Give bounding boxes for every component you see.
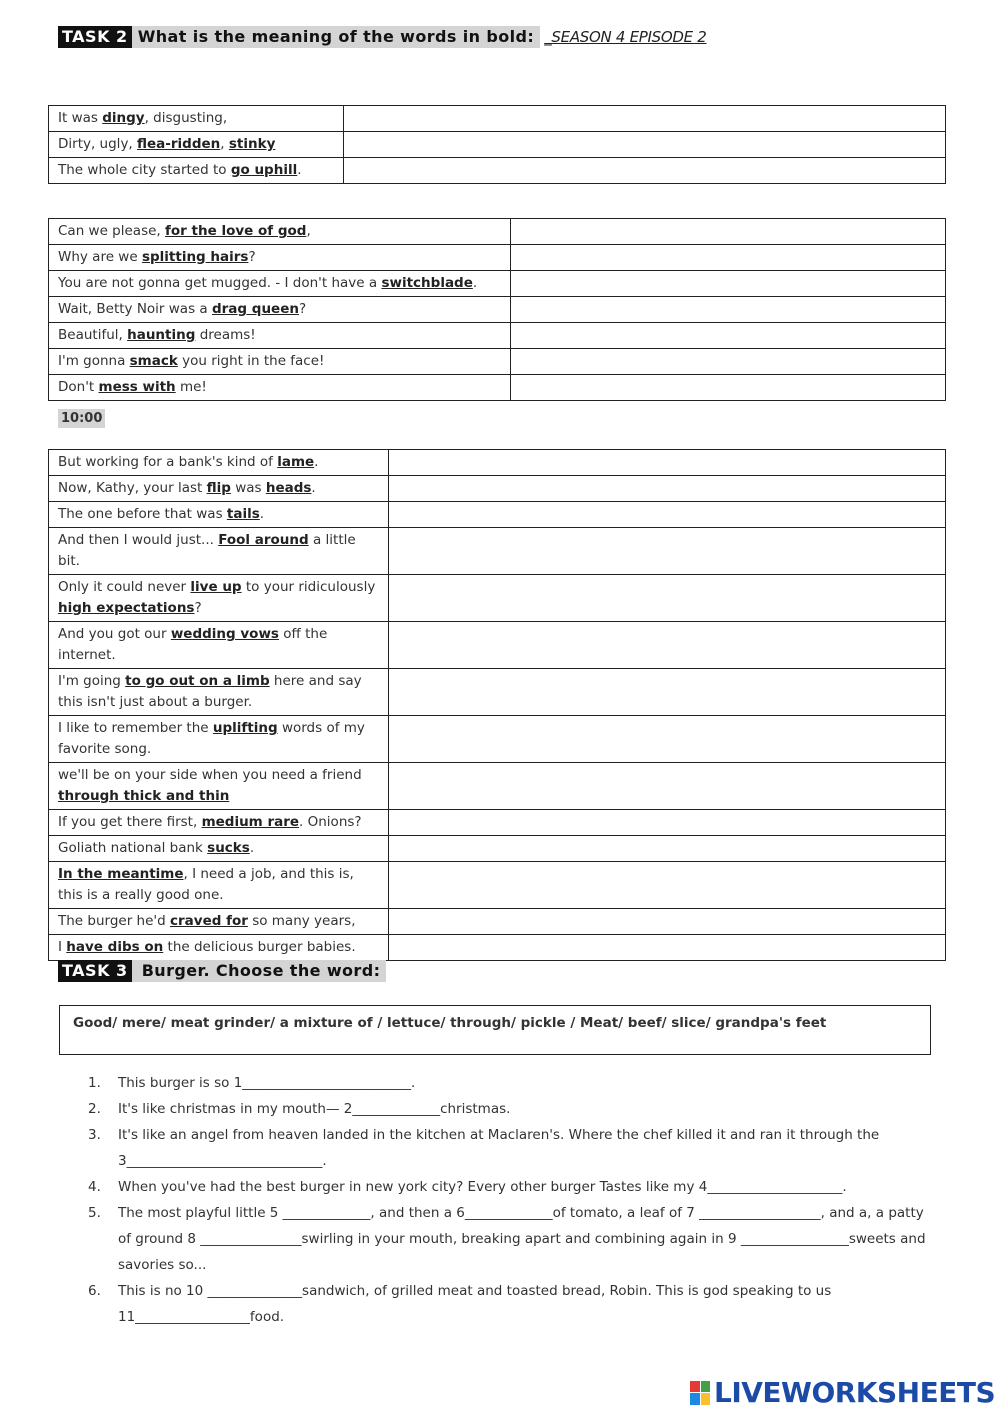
list-item xyxy=(88,1278,938,1330)
item-text: It's like christmas in my mouth— 2_____________christmas. xyxy=(118,1101,511,1117)
sentence-text: Can we please, xyxy=(58,223,166,239)
sentence-text: Wait, Betty Noir was a xyxy=(58,301,212,317)
item-text: This is no 10 ______________sandwich, of grilled meat and toasted bread, Robin. This is god speaking to us 11_________________food. xyxy=(118,1283,832,1325)
bold-phrase: In the meantime xyxy=(58,866,184,882)
list-item xyxy=(88,1174,938,1200)
sentence-cell xyxy=(49,810,389,836)
sentence-cell xyxy=(49,271,511,297)
answer-cell[interactable] xyxy=(388,528,945,575)
bold-phrase: tails xyxy=(226,506,260,522)
sentence-cell xyxy=(49,622,389,669)
sentence-cell xyxy=(49,158,344,184)
bold-phrase: mess with xyxy=(98,379,176,395)
sentence-text: ? xyxy=(248,249,256,265)
sentence-text: . Onions? xyxy=(299,814,362,830)
sentence-cell xyxy=(49,716,389,763)
table-row xyxy=(49,622,946,669)
answer-cell[interactable] xyxy=(388,810,945,836)
sentence-text: was xyxy=(230,480,266,496)
item-number: 4. xyxy=(88,1179,101,1195)
table-row xyxy=(49,323,946,349)
sentence-text: If you get there first, xyxy=(58,814,202,830)
bold-phrase: medium rare xyxy=(201,814,300,830)
bold-phrase: smack xyxy=(129,353,178,369)
liveworksheets-logo-icon xyxy=(690,1381,710,1405)
timestamp-label: 10:00 xyxy=(58,409,105,428)
sentence-text: the delicious burger babies. xyxy=(163,939,356,955)
bold-phrase: go uphill xyxy=(230,162,298,178)
bold-phrase: have dibs on xyxy=(66,939,164,955)
table-row xyxy=(49,909,946,935)
sentence-text: I xyxy=(58,939,67,955)
sentence-text: , xyxy=(306,223,311,239)
sentence-text: And you got our xyxy=(58,626,171,642)
bold-phrase: splitting hairs xyxy=(141,249,249,265)
table-row xyxy=(49,502,946,528)
sentence-cell xyxy=(49,836,389,862)
item-number: 6. xyxy=(88,1283,101,1299)
table-row xyxy=(49,245,946,271)
sentence-text: . xyxy=(311,480,316,496)
sentence-text: ? xyxy=(298,301,307,317)
sentence-text: . xyxy=(297,162,302,178)
bold-phrase: dingy xyxy=(102,110,145,126)
sentence-text: I'm going xyxy=(58,673,126,689)
sentence-text: words of my favorite song. xyxy=(58,720,365,757)
logo-square xyxy=(701,1393,711,1405)
sentence-text: , disgusting, xyxy=(144,110,228,126)
task2-label: TASK 2 xyxy=(58,26,132,48)
sentence-cell xyxy=(49,909,389,935)
table-row xyxy=(49,450,946,476)
sentence-text: . xyxy=(472,275,478,291)
sentence-cell xyxy=(49,575,389,622)
sentence-cell xyxy=(49,862,389,909)
sentence-text: here and say this isn't just about a burger. xyxy=(58,673,362,710)
sentence-cell xyxy=(49,106,344,132)
vocab-table-3 xyxy=(48,449,946,961)
table-row xyxy=(49,297,946,323)
sentence-text: a little bit. xyxy=(58,532,356,569)
sentence-text: And then I would just... xyxy=(58,532,219,548)
answer-cell[interactable] xyxy=(510,219,945,245)
sentence-cell xyxy=(49,476,389,502)
table-row xyxy=(49,271,946,297)
table-row xyxy=(49,575,946,622)
logo-square xyxy=(701,1381,711,1393)
answer-cell[interactable] xyxy=(343,158,945,184)
list-item xyxy=(88,1096,938,1122)
table-row xyxy=(49,669,946,716)
sentence-text: . xyxy=(249,840,255,856)
table-row xyxy=(49,476,946,502)
answer-cell[interactable] xyxy=(343,132,945,158)
sentence-text: you right in the face! xyxy=(177,353,325,369)
task3-header xyxy=(58,960,386,982)
sentence-text: so many years, xyxy=(247,913,356,929)
bold-phrase: stinky xyxy=(228,136,276,152)
answer-cell[interactable] xyxy=(510,245,945,271)
sentence-cell xyxy=(49,323,511,349)
item-number: 3. xyxy=(88,1127,101,1143)
answer-cell[interactable] xyxy=(388,909,945,935)
word-bank: Good/ mere/ meat grinder/ a mixture of / lettuce/ through/ pickle / Meat/ beef/ slice/ grandpa's feet xyxy=(59,1005,931,1055)
task2-header xyxy=(58,26,707,48)
sentence-text: Why are we xyxy=(58,249,142,265)
sentence-text: ? xyxy=(194,600,202,616)
sentence-text: , I need a job, and this is, this is a really good one. xyxy=(58,866,354,903)
sentence-text: Goliath national bank xyxy=(58,840,208,856)
sentence-text: I'm gonna xyxy=(58,353,130,369)
sentence-cell xyxy=(49,245,511,271)
table-row xyxy=(49,132,946,158)
task3-label: TASK 3 xyxy=(58,960,132,982)
liveworksheets-brand: LIVEWORKSHEETS xyxy=(714,1376,996,1409)
sentence-cell xyxy=(49,763,389,810)
sentence-text: me! xyxy=(175,379,207,395)
bold-phrase: lame xyxy=(277,454,315,470)
table-row xyxy=(49,219,946,245)
sentence-text: The whole city started to xyxy=(58,162,231,178)
table-row xyxy=(49,716,946,763)
item-text: When you've had the best burger in new york city? Every other burger Tastes like my 4____________________. xyxy=(118,1179,847,1195)
sentence-text: Only it could never xyxy=(58,579,191,595)
answer-cell[interactable] xyxy=(388,476,945,502)
sentence-text: we'll be on your side when you need a friend xyxy=(58,767,362,783)
table-row xyxy=(49,349,946,375)
bold-phrase: drag queen xyxy=(211,301,299,317)
list-item xyxy=(88,1122,938,1174)
answer-cell[interactable] xyxy=(388,669,945,716)
bold-phrase: heads xyxy=(265,480,312,496)
item-number: 5. xyxy=(88,1205,101,1221)
sentence-text: Beautiful, xyxy=(58,327,128,343)
answer-cell[interactable] xyxy=(510,349,945,375)
answer-cell[interactable] xyxy=(388,716,945,763)
answer-cell[interactable] xyxy=(388,862,945,909)
bold-phrase: high expectations xyxy=(58,600,195,616)
bold-phrase: sucks xyxy=(207,840,250,856)
table-row xyxy=(49,375,946,401)
sentence-cell xyxy=(49,669,389,716)
sentence-cell xyxy=(49,375,511,401)
answer-cell[interactable] xyxy=(388,836,945,862)
sentence-cell xyxy=(49,935,389,961)
bold-phrase: through thick and thin xyxy=(58,788,230,804)
bold-phrase: wedding vows xyxy=(170,626,279,642)
sentence-text: Now, Kathy, your last xyxy=(58,480,207,496)
list-item xyxy=(88,1070,938,1096)
sentence-text: to your ridiculously xyxy=(241,579,376,595)
sentence-text: , xyxy=(220,136,229,152)
fill-in-list xyxy=(88,1070,938,1330)
sentence-cell xyxy=(49,219,511,245)
sentence-text: But working for a bank's kind of xyxy=(58,454,278,470)
sentence-cell xyxy=(49,528,389,575)
logo-square xyxy=(690,1381,700,1393)
bold-phrase: uplifting xyxy=(212,720,278,736)
sentence-text: off the internet. xyxy=(58,626,328,663)
item-number: 1. xyxy=(88,1075,101,1091)
item-text: It's like an angel from heaven landed in the kitchen at Maclaren's. Where the chef killed it and ran it through the 3_____________________________. xyxy=(118,1127,880,1169)
answer-cell[interactable] xyxy=(343,106,945,132)
item-text: This burger is so 1_________________________. xyxy=(118,1075,416,1091)
sentence-text: You are not gonna get mugged. - I don't have a xyxy=(58,275,382,291)
sentence-text: . xyxy=(314,454,319,470)
task3-title: Burger. Choose the word: xyxy=(132,960,387,982)
liveworksheets-logo xyxy=(690,1376,995,1409)
bold-phrase: switchblade xyxy=(381,275,473,291)
sentence-text: The burger he'd xyxy=(58,913,170,929)
answer-cell[interactable] xyxy=(510,271,945,297)
sentence-text: I like to remember the xyxy=(58,720,213,736)
bold-phrase: for the love of god xyxy=(165,223,307,239)
answer-cell[interactable] xyxy=(388,575,945,622)
item-number: 2. xyxy=(88,1101,101,1117)
sentence-text: dreams! xyxy=(195,327,256,343)
bold-phrase: to go out on a limb xyxy=(125,673,270,689)
bold-phrase: flip xyxy=(206,480,231,496)
answer-cell[interactable] xyxy=(388,502,945,528)
bold-phrase: flea-ridden xyxy=(137,136,221,152)
answer-cell[interactable] xyxy=(510,323,945,349)
task2-title: What is the meaning of the words in bold: xyxy=(132,26,541,48)
table-row xyxy=(49,106,946,132)
sentence-cell xyxy=(49,297,511,323)
sentence-text: . xyxy=(259,506,265,522)
answer-cell[interactable] xyxy=(388,450,945,476)
bold-phrase: live up xyxy=(190,579,242,595)
table-row xyxy=(49,158,946,184)
answer-cell[interactable] xyxy=(510,297,945,323)
sentence-text: The one before that was xyxy=(58,506,227,522)
logo-square xyxy=(690,1393,700,1405)
answer-cell[interactable] xyxy=(388,763,945,810)
bold-phrase: Fool around xyxy=(218,532,309,548)
bold-phrase: craved for xyxy=(170,913,248,929)
vocab-table-2 xyxy=(48,218,946,401)
answer-cell[interactable] xyxy=(388,622,945,669)
sentence-cell xyxy=(49,349,511,375)
sentence-text: It was xyxy=(58,110,103,126)
item-text: The most playful little 5 _____________, and then a 6_____________of tomato, a leaf of 7 __________________, and a, a patty of ground 8 _______________swirling in your mouth, breaking apart and combining again in 9 ________________sweets and savories so... xyxy=(118,1205,926,1273)
sentence-cell xyxy=(49,132,344,158)
sentence-text: Don't xyxy=(58,379,99,395)
answer-cell[interactable] xyxy=(510,375,945,401)
sentence-cell xyxy=(49,502,389,528)
vocab-table-1 xyxy=(48,105,946,184)
sentence-cell xyxy=(49,450,389,476)
answer-cell[interactable] xyxy=(388,935,945,961)
table-row xyxy=(49,935,946,961)
bold-phrase: haunting xyxy=(127,327,196,343)
table-row xyxy=(49,836,946,862)
table-row xyxy=(49,810,946,836)
list-item xyxy=(88,1200,938,1278)
table-row xyxy=(49,763,946,810)
season-episode: _SEASON 4 EPISODE 2 xyxy=(544,28,707,46)
table-row xyxy=(49,528,946,575)
sentence-text: Dirty, ugly, xyxy=(58,136,138,152)
table-row xyxy=(49,862,946,909)
